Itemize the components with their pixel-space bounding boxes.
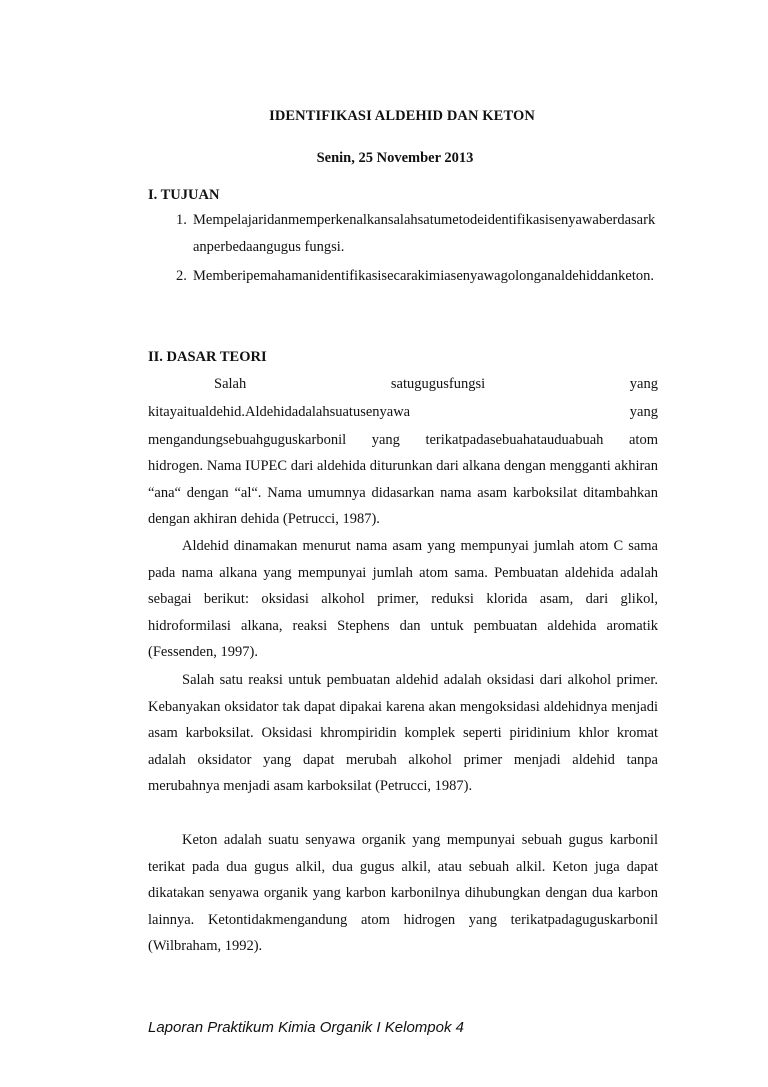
paragraph-line: kitayaitualdehid.Aldehidadalahsuatusenyawa yang bbox=[148, 404, 658, 420]
list-item-text: Memberipemahamanidentifikasisecarakimiasenyawagolonganaldehiddanketon. bbox=[193, 268, 655, 284]
paragraph: Keton adalah suatu senyawa organik yang mempunyai sebuah gugus karbonil terikat pada dua gugus alkil, dua gugus alkil, atau sebuah alkil. Keton juga dapat dikatakan senyawa organik yang karbon karbonilnya dihubungkan dengan dua karbon lainnya. Ketontidakmengandung atom hidrogen yang terikatpadaguguskarbonil (Wilbraham, 1992). bbox=[148, 832, 658, 954]
paragraph: hidrogen. Nama IUPEC dari aldehida diturunkan dari alkana dengan mengganti akhiran “ana“ dengan “al“. Nama umumnya didasarkan nama asam karboksilat ditambahkan dengan akhiran dehida (Petrucci, 1987). bbox=[148, 458, 658, 527]
section-heading-dasar-teori: II. DASAR TEORI bbox=[148, 349, 267, 365]
list-item-number: 1. bbox=[176, 212, 187, 228]
document-date: Senin, 25 November 2013 bbox=[316, 150, 474, 166]
paragraph: Salah satu reaksi untuk pembuatan aldehid adalah oksidasi dari alkohol primer. Kebanyakan oksidator tak dapat dipakai karena akan mengoksidasi aldehidnya menjadi asam karboksilat. Oksidasi khrompiridin komplek seperti piridinium khlor kromat adalah oksidator yang dapat merubah alkohol primer menjadi aldehid tanpa merubahnya menjadi asam karboksilat (Petrucci, 1987). bbox=[148, 672, 658, 794]
paragraph-line: Salah satugugusfungsi yang bbox=[214, 376, 658, 392]
paragraph: Aldehid dinamakan menurut nama asam yang mempunyai jumlah atom C sama pada nama alkana yang mempunyai jumlah atom sama. Pembuatan aldehida adalah sebagai berikut: oksidasi alkohol primer, reduksi klorida asam, dari glikol, hidroformilasi alkana, reaksi Stephens dan untuk pembuatan aldehida aromatik (Fessenden, 1997). bbox=[148, 538, 658, 660]
section-heading-tujuan: I. TUJUAN bbox=[148, 187, 220, 203]
list-item bbox=[176, 207, 660, 261]
document-title: IDENTIFIKASI ALDEHID DAN KETON bbox=[269, 108, 535, 124]
list-item bbox=[176, 263, 660, 290]
tujuan-list bbox=[176, 207, 660, 290]
page-footer: Laporan Praktikum Kimia Organik I Kelompok 4 bbox=[148, 1019, 464, 1036]
list-item-text: Mempelajaridanmemperkenalkansalahsatumetodeidentifikasisenyawaberdasarkanperbedaangugus fungsi. bbox=[193, 212, 656, 255]
list-item-number: 2. bbox=[176, 268, 187, 284]
paragraph-line: mengandungsebuahguguskarbonil yang terikatpadasebuahatauduabuah atom bbox=[148, 432, 658, 448]
